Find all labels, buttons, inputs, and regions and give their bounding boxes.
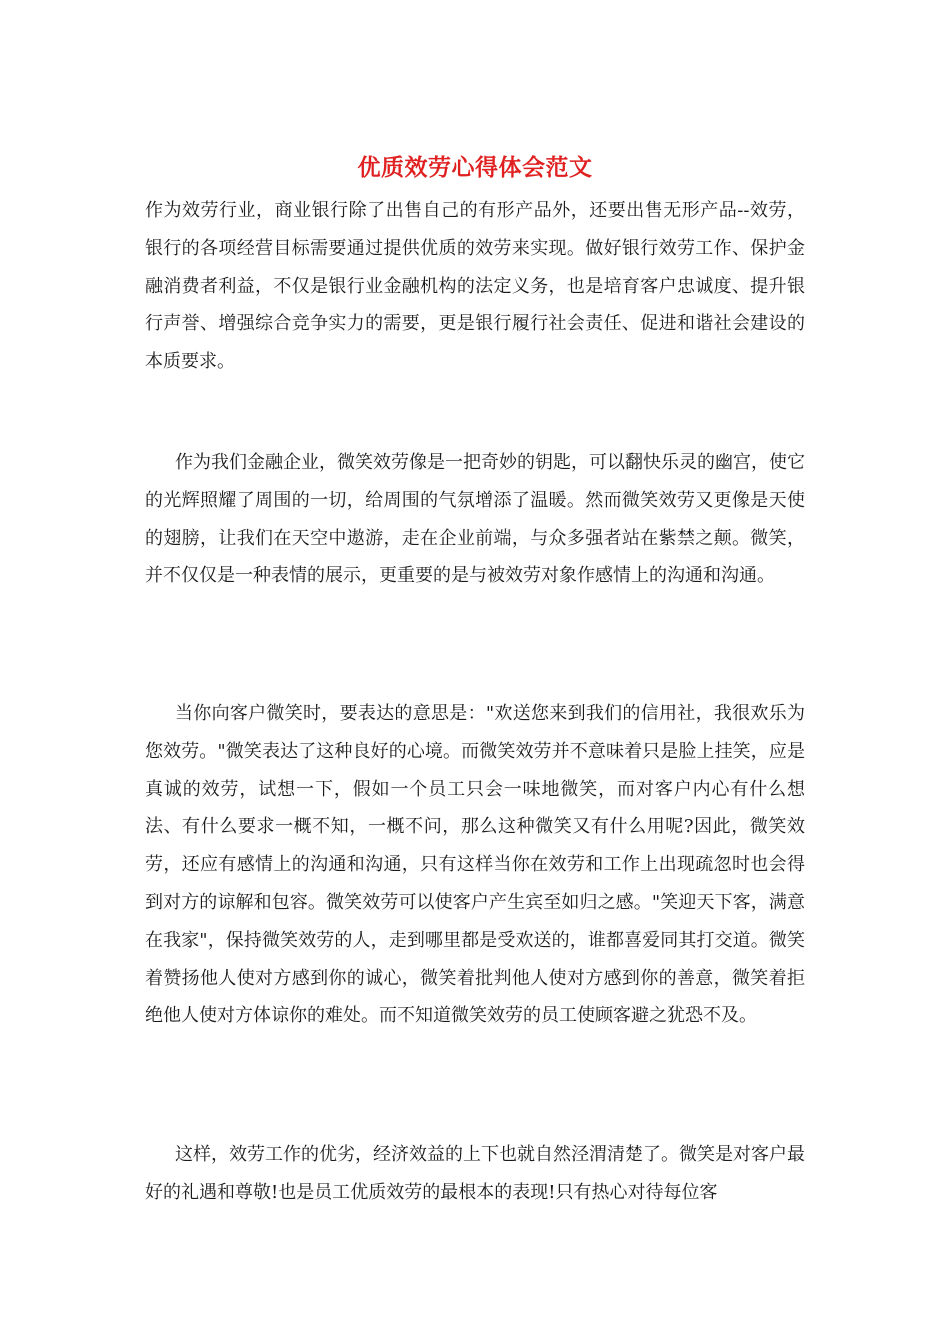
paragraph-1: 作为效劳行业，商业银行除了出售自己的有形产品外，还要出售无形产品--效劳，银行的各项经营目标需要通过提供优质的效劳来实现。做好银行效劳工作、保护金融消费者利益，不仅是银行业金融机构的法定义务，也是培育客户忠诚度、提升银行声誉、增强综合竞争实力的需要，更是银行履行社会责任、促进和谐社会建设的本质要求。 — [145, 200, 805, 373]
document-title: 优质效劳心得体会范文 — [357, 154, 593, 181]
paragraph-3: 当你向客户微笑时，要表达的意思是："欢送您来到我们的信用社，我很欢乐为您效劳。"微笑表达了这种良好的心境。而微笑效劳并不意味着只是脸上挂笑，应是真诚的效劳，试想一下，假如一个员工只会一味地微笑，而对客户内心有什么想法、有什么要求一概不知，一概不问，那么这种微笑又有什么用呢?因此，微笑效劳，还应有感情上的沟通和沟通，只有这样当你在效劳和工作上出现疏忽时也会得到对方的谅解和包容。微笑效劳可以使客户产生宾至如归之感。"笑迎天下客，满意在我家"，保持微笑效劳的人，走到哪里都是受欢送的，谁都喜爱同其打交道。微笑着赞扬他人使对方感到你的诚心，微笑着批判他人使对方感到你的善意，微笑着拒绝他人使对方体谅你的难处。而不知道微笑效劳的员工使顾客避之犹恐不及。 — [145, 703, 805, 1027]
paragraph-4: 这样，效劳工作的优劣，经济效益的上下也就自然泾渭清楚了。微笑是对客户最好的礼遇和尊敬!也是员工优质效劳的最根本的表现!只有热心对待每位客 — [145, 1144, 805, 1203]
paragraph-2: 作为我们金融企业，微笑效劳像是一把奇妙的钥匙，可以翻快乐灵的幽宫，使它的光辉照耀了周围的一切，给周围的气氛增添了温暖。然而微笑效劳又更像是天使的翅膀，让我们在天空中遨游，走在企业前端，与众多强者站在紫禁之颠。微笑，并不仅仅是一种表情的展示，更重要的是与被效劳对象作感情上的沟通和沟通。 — [145, 452, 805, 587]
